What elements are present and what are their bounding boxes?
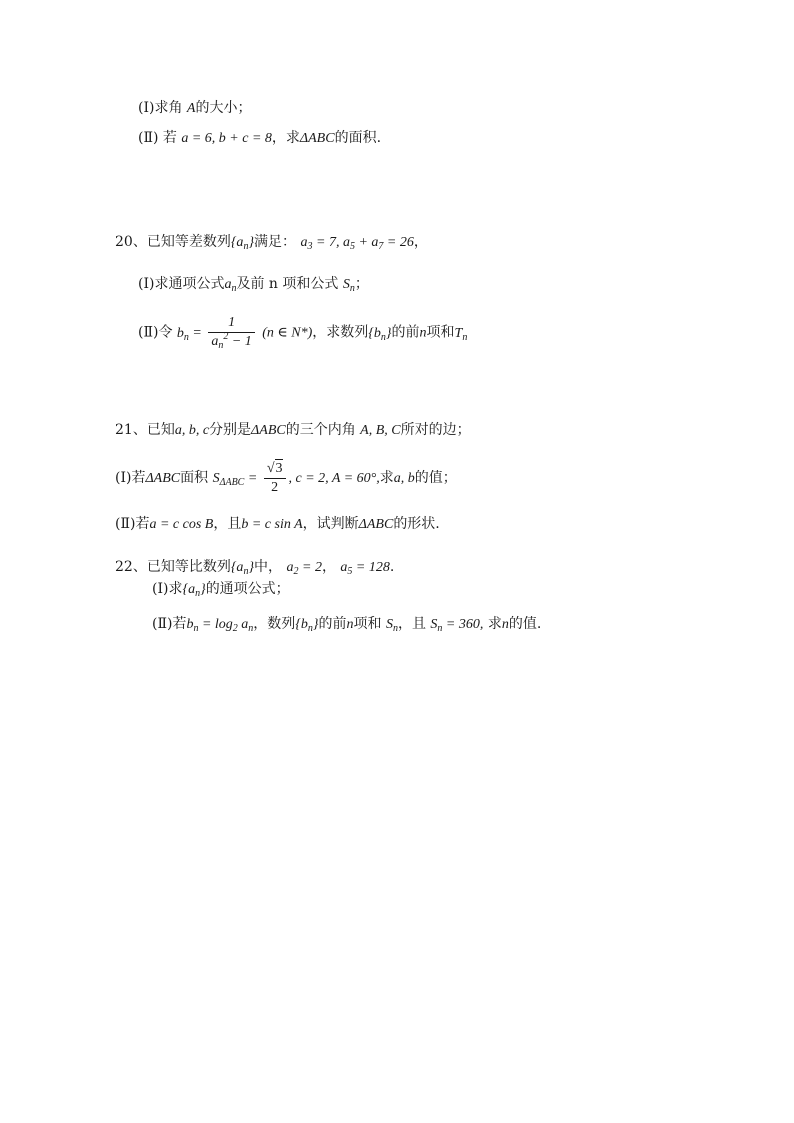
q22-part1-label: (Ⅰ)求 (152, 581, 183, 597)
q22-part2-bn-eq: $b_n = \log_2 a_n$ (186, 617, 254, 634)
q22-part2-n2: n (501, 617, 509, 632)
q20-stem (115, 233, 428, 252)
q22-a5: $a_5 = 128$ (340, 560, 390, 577)
q19-part2-mid: ，求 (271, 130, 300, 146)
q20-part1-label: (Ⅰ)求通项公式 (138, 276, 225, 292)
q19-part1-label: (Ⅰ)求角 (138, 100, 183, 116)
q22-part2-sn: $S_n$ (385, 617, 398, 634)
q20-part1 (138, 275, 369, 294)
q19-part1-var: A (186, 101, 196, 116)
q20-part1-mid: 及前 n 项和公式 (236, 276, 339, 292)
q22-stem-mid: 中， (254, 559, 283, 575)
q22-part2-tail: 的值. (508, 616, 542, 632)
q19-part2-math: a = 6, b + c = 8 (181, 131, 272, 146)
q20-seq: $\{a_n\}$ (230, 235, 255, 252)
q20-part2-tail2: 项和 (426, 324, 455, 341)
q21-part2-eq2: b = c sin A (241, 517, 303, 532)
q22-part1-tail: 的通项公式； (205, 581, 290, 597)
q21-part1-tail: 的值； (414, 470, 457, 486)
q22-a2: $a_2 = 2$ (286, 560, 322, 577)
q19-part2-label: (Ⅱ) 若 (138, 130, 177, 146)
q22-part2-sn-val: $S_n = 360$, (430, 617, 484, 634)
q20-part2-tn: $T_n$ (454, 325, 468, 343)
q22-stem-text: 已知等比数列 (146, 559, 231, 575)
q21-part1-triangle: ΔABC (145, 471, 181, 486)
q22-number: 22、 (115, 559, 147, 575)
q20-number: 20、 (115, 234, 147, 250)
q19-part2-tail: 的面积. (334, 130, 382, 146)
q21-stem-text: 已知 (146, 422, 175, 438)
q19-part2-triangle: ΔABC (299, 131, 335, 146)
q21-part2-eq1: a = c cos B (149, 517, 214, 532)
q20-part2-bn: $b_n$ (176, 325, 189, 343)
q21-stem-mid2: 的三个内角 (285, 422, 356, 438)
q22-part1 (152, 580, 290, 599)
q20-stem-mid: 满足： (254, 234, 297, 250)
q20-part1-an: $a_n$ (224, 277, 237, 294)
q20-part2-fraction (208, 314, 254, 351)
q20-stem-tail: ， (413, 234, 428, 250)
q21-part1-label: (Ⅰ)若 (115, 470, 146, 486)
q21-part1-eq: = (244, 471, 261, 486)
q22-part2-mid: ，数列 (253, 616, 296, 632)
q21-stem-mid: 分别是 (209, 422, 252, 438)
q20-fraction-numerator: 1 (208, 314, 254, 333)
q21-part1-ab: a, b (393, 471, 415, 486)
q19-part1 (138, 99, 251, 118)
q20-fraction-denominator: $a_n^2 - 1$ (211, 331, 252, 351)
q20-part2-tail: 的前 (391, 324, 420, 341)
q20-part2-n: n (419, 325, 427, 341)
q21-part1-ask: 求 (379, 470, 394, 486)
q22-stem-tail: . (389, 559, 395, 575)
q21-part2-label: (Ⅱ)若 (115, 516, 150, 532)
q22-stem-sep: ， (321, 559, 336, 575)
q22-part2 (152, 615, 541, 634)
q21-part1-rest: , c = 2, A = 60°, (288, 471, 380, 486)
q21-stem-tail: 所对的边； (400, 422, 471, 438)
q20-part2 (138, 314, 467, 352)
q21-fraction-numerator: √3 (264, 459, 286, 479)
q21-stem-vars: a, b, c (174, 423, 210, 438)
q20-part2-mid: ，求数列 (312, 324, 369, 341)
q20-stem-math: $a_3 = 7$, $a_5 + a_7 = 26$ (300, 235, 414, 252)
q20-part2-seq: $\{b_n\}$ (368, 325, 392, 343)
q21-part1-fraction (264, 459, 286, 497)
q20-part2-label: (Ⅱ)令 (138, 324, 173, 341)
q22-part2-n: n (346, 617, 354, 632)
q21-part2-tail: 的形状. (393, 516, 440, 532)
q21-stem (115, 421, 471, 440)
q20-part1-sn: $S_n$ (342, 277, 355, 294)
q22-part2-label: (Ⅱ)若 (152, 616, 187, 632)
q20-part2-eq: = (188, 325, 206, 341)
q20-part2-condition: (n ∈ N*) (262, 325, 313, 341)
q21-part1-s: $S_{\Delta ABC}$ (212, 471, 245, 488)
q21-part1-mid: 面积 (180, 470, 209, 486)
q22-seq: $\{a_n\}$ (230, 560, 255, 577)
q22-part2-mid4: ，且 (397, 616, 426, 632)
q21-part1 (115, 458, 457, 499)
q21-stem-angles: A, B, C (360, 423, 401, 438)
q21-part2 (115, 515, 440, 534)
q22-part1-seq: $\{a_n\}$ (182, 582, 206, 599)
q21-part2-mid2: ，试判断 (302, 516, 359, 532)
q21-fraction-denominator: 2 (271, 480, 279, 495)
q19-part1-tail: 的大小； (195, 100, 252, 116)
q21-part2-triangle: ΔABC (358, 517, 394, 532)
q20-part1-tail: ； (354, 276, 369, 292)
q20-stem-text: 已知等差数列 (146, 234, 231, 250)
q21-part2-mid: ，且 (213, 516, 242, 532)
q21-number: 21、 (115, 422, 147, 438)
q22-part2-seq: $\{b_n\}$ (295, 617, 319, 634)
q19-part2 (138, 129, 381, 148)
q22-part2-mid3: 项和 (353, 616, 382, 632)
q21-stem-triangle: ΔABC (251, 423, 286, 438)
q22-stem (115, 558, 394, 577)
q22-part2-mid2: 的前 (318, 616, 347, 632)
q22-part2-ask: 求 (483, 616, 502, 632)
